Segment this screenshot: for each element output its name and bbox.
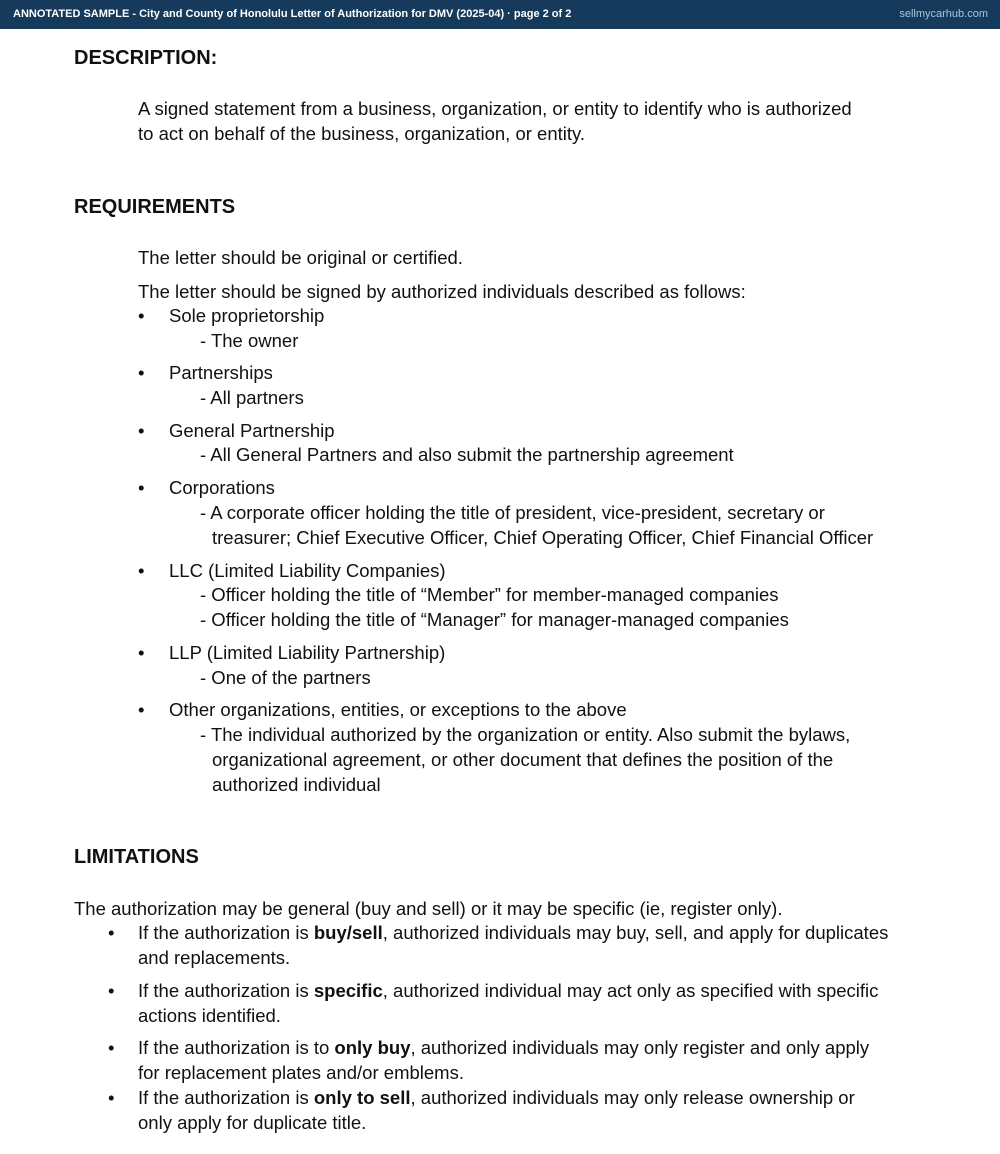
limitation-keyword: specific: [313, 980, 383, 1001]
banner-site-link[interactable]: sellmycarhub.com: [899, 8, 988, 20]
description-heading: DESCRIPTION:: [74, 47, 218, 69]
requirement-item-detail: - Officer holding the title of “Manager” for manager-managed companies: [200, 609, 789, 630]
bullet-glyph: •: [108, 1037, 115, 1058]
requirement-item-label: Corporations: [169, 477, 275, 498]
description-line-1: A signed statement from a business, organization, or entity to identify who is authorized: [138, 98, 852, 119]
requirement-item-label: General Partnership: [169, 420, 335, 441]
bullet-glyph: •: [138, 420, 145, 441]
requirements-line-2: The letter should be signed by authorized individuals described as follows:: [138, 281, 746, 302]
limitation-keyword: only to sell: [313, 1087, 411, 1108]
requirements-line-1: The letter should be original or certified.: [138, 247, 463, 268]
requirement-item-label: Partnerships: [169, 362, 273, 383]
requirements-heading: REQUIREMENTS: [74, 196, 236, 218]
bullet-glyph: •: [108, 1087, 115, 1108]
requirement-item-detail: - The individual authorized by the organization or entity. Also submit the bylaws,: [200, 724, 851, 745]
requirement-item-detail: - Officer holding the title of “Member” for member-managed companies: [200, 584, 779, 605]
requirement-item-detail: organizational agreement, or other document that defines the position of the: [212, 749, 834, 770]
requirement-item-label: Sole proprietorship: [169, 305, 325, 326]
bullet-glyph: •: [108, 980, 115, 1001]
requirement-item-label: LLP (Limited Liability Partnership): [169, 642, 446, 663]
limitation-item-line: If the authorization is specific, authorized individual may act only as specified with specific: [138, 980, 879, 1001]
requirement-item-detail: treasurer; Chief Executive Officer, Chief Operating Officer, Chief Financial Officer: [212, 527, 874, 548]
limitation-keyword: only buy: [334, 1037, 411, 1058]
bullet-glyph: •: [138, 477, 145, 498]
bullet-glyph: •: [138, 305, 145, 326]
requirement-item-detail: - All General Partners and also submit the partnership agreement: [200, 444, 734, 465]
top-banner: [0, 0, 1000, 29]
limitation-item-line: actions identified.: [138, 1005, 281, 1026]
requirement-item-detail: - A corporate officer holding the title of president, vice-president, secretary or: [200, 502, 825, 523]
bullet-glyph: •: [138, 642, 145, 663]
requirement-item-detail: - One of the partners: [200, 667, 371, 688]
limitation-item-line: for replacement plates and/or emblems.: [138, 1062, 464, 1083]
description-line-2: to act on behalf of the business, organization, or entity.: [138, 123, 586, 144]
bullet-glyph: •: [138, 560, 145, 581]
bullet-glyph: •: [138, 362, 145, 383]
requirement-item-label: Other organizations, entities, or exceptions to the above: [169, 699, 627, 720]
requirement-item-detail: authorized individual: [212, 774, 381, 795]
limitation-item-line: If the authorization is only to sell, authorized individuals may only release ownership or: [138, 1087, 855, 1108]
limitation-item-line: If the authorization is to only buy, authorized individuals may only register and only apply: [138, 1037, 870, 1058]
requirement-item-detail: - All partners: [200, 387, 304, 408]
banner-title: ANNOTATED SAMPLE - City and County of Honolulu Letter of Authorization for DMV (2025-04) · page 2 of 2: [13, 8, 572, 20]
limitation-item-line: If the authorization is buy/sell, authorized individuals may buy, sell, and apply for duplicates: [138, 922, 889, 943]
bullet-glyph: •: [138, 699, 145, 720]
limitation-keyword: buy/sell: [313, 922, 383, 943]
bullet-glyph: •: [108, 922, 115, 943]
requirement-item-label: LLC (Limited Liability Companies): [169, 560, 446, 581]
limitations-heading: LIMITATIONS: [74, 846, 199, 868]
limitation-item-line: and replacements.: [138, 947, 291, 968]
requirement-item-detail: - The owner: [200, 330, 299, 351]
limitations-intro: The authorization may be general (buy and sell) or it may be specific (ie, register only).: [74, 898, 783, 919]
limitation-item-line: only apply for duplicate title.: [138, 1112, 367, 1133]
